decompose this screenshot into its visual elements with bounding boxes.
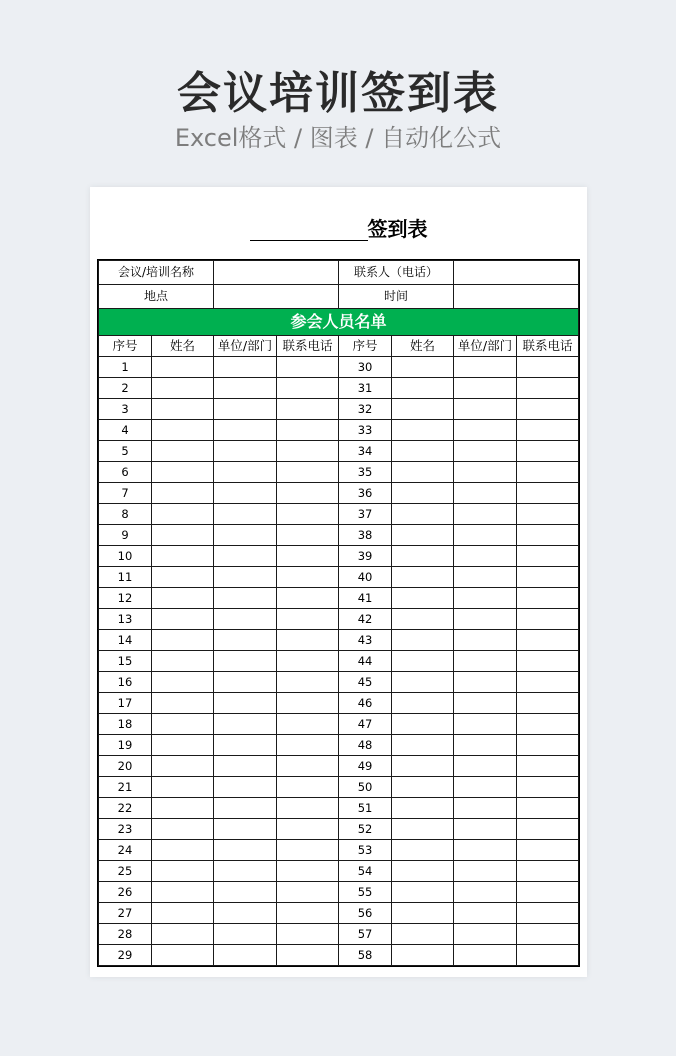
table-row [99,714,579,735]
phone-cell[interactable] [517,567,579,588]
table-row [99,483,579,504]
phone-cell[interactable] [277,945,339,966]
title-blank-line [250,240,368,241]
phone-cell[interactable] [517,630,579,651]
name-cell[interactable] [152,399,214,420]
row-number-cell: 27 [99,903,152,924]
location-label: 地点 [99,285,214,309]
row-number-cell: 13 [99,609,152,630]
row-number-cell: 40 [339,567,392,588]
row-number-cell: 54 [339,861,392,882]
phone-cell[interactable] [517,609,579,630]
phone-cell[interactable] [517,525,579,546]
table-row [99,840,579,861]
row-number-cell: 19 [99,735,152,756]
name-cell[interactable] [152,735,214,756]
phone-cell[interactable] [517,672,579,693]
column-header: 联系电话 [517,336,579,357]
row-number-cell: 21 [99,777,152,798]
table-row [99,420,579,441]
phone-cell[interactable] [277,630,339,651]
department-cell[interactable] [214,798,277,819]
phone-cell[interactable] [277,924,339,945]
phone-cell[interactable] [517,693,579,714]
row-number-cell: 44 [339,651,392,672]
name-cell[interactable] [152,714,214,735]
row-number-cell: 8 [99,504,152,525]
table-row [99,672,579,693]
name-cell[interactable] [392,924,454,945]
row-number-cell: 10 [99,546,152,567]
phone-cell[interactable] [277,777,339,798]
row-number-cell: 57 [339,924,392,945]
table-row [99,504,579,525]
table-row [99,903,579,924]
name-cell[interactable] [152,798,214,819]
department-cell[interactable] [214,357,277,378]
phone-cell[interactable] [517,945,579,966]
name-cell[interactable] [392,483,454,504]
row-number-cell: 25 [99,861,152,882]
department-cell[interactable] [214,504,277,525]
name-cell[interactable] [392,462,454,483]
time-field[interactable] [454,285,579,309]
phone-cell[interactable] [277,735,339,756]
department-cell[interactable] [214,945,277,966]
column-header: 序号 [99,336,152,357]
document-title-text: 签到表 [367,217,428,241]
column-header: 姓名 [152,336,214,357]
phone-cell[interactable] [517,462,579,483]
name-cell[interactable] [152,945,214,966]
row-number-cell: 41 [339,588,392,609]
table-row [99,798,579,819]
row-number-cell: 30 [339,357,392,378]
phone-cell[interactable] [277,462,339,483]
document-title [90,213,587,243]
table-row [99,693,579,714]
table-row [99,630,579,651]
name-cell[interactable] [392,819,454,840]
row-number-cell: 18 [99,714,152,735]
row-number-cell: 28 [99,924,152,945]
name-cell[interactable] [392,504,454,525]
name-cell[interactable] [152,378,214,399]
phone-cell[interactable] [517,819,579,840]
department-cell[interactable] [454,861,517,882]
row-number-cell: 48 [339,735,392,756]
table-row [99,945,579,966]
table-row [99,525,579,546]
department-cell[interactable] [454,714,517,735]
department-cell[interactable] [454,924,517,945]
table-row [99,378,579,399]
row-number-cell: 17 [99,693,152,714]
department-cell[interactable] [454,945,517,966]
row-number-cell: 39 [339,546,392,567]
meeting-name-label: 会议/培训名称 [99,261,214,285]
name-cell[interactable] [152,504,214,525]
department-cell[interactable] [454,609,517,630]
phone-cell[interactable] [277,441,339,462]
phone-cell[interactable] [277,903,339,924]
column-header: 单位/部门 [214,336,277,357]
name-cell[interactable] [392,777,454,798]
row-number-cell: 45 [339,672,392,693]
department-cell[interactable] [454,462,517,483]
row-number-cell: 4 [99,420,152,441]
department-cell[interactable] [454,819,517,840]
table-row [99,756,579,777]
department-cell[interactable] [214,735,277,756]
department-cell[interactable] [214,903,277,924]
department-cell[interactable] [454,588,517,609]
table-row [99,546,579,567]
table-row [99,651,579,672]
row-number-cell: 52 [339,819,392,840]
department-cell[interactable] [454,378,517,399]
row-number-cell: 42 [339,609,392,630]
row-number-cell: 3 [99,399,152,420]
name-cell[interactable] [152,672,214,693]
department-cell[interactable] [214,882,277,903]
table-row [99,357,579,378]
department-cell[interactable] [214,462,277,483]
table-row [99,462,579,483]
attendee-list-banner-row [99,309,579,336]
name-cell[interactable] [392,798,454,819]
phone-cell[interactable] [517,798,579,819]
name-cell[interactable] [152,756,214,777]
row-number-cell: 55 [339,882,392,903]
row-number-cell: 11 [99,567,152,588]
table-row [99,882,579,903]
phone-cell[interactable] [277,567,339,588]
phone-cell[interactable] [517,357,579,378]
name-cell[interactable] [152,483,214,504]
department-cell[interactable] [454,882,517,903]
name-cell[interactable] [152,819,214,840]
name-cell[interactable] [152,693,214,714]
page-subtitle: Excel格式 / 图表 / 自动化公式 [174,124,502,152]
name-cell[interactable] [152,777,214,798]
row-number-cell: 53 [339,840,392,861]
table-row [99,924,579,945]
row-number-cell: 38 [339,525,392,546]
name-cell[interactable] [392,861,454,882]
phone-cell[interactable] [277,378,339,399]
row-number-cell: 43 [339,630,392,651]
name-cell[interactable] [152,840,214,861]
name-cell[interactable] [392,525,454,546]
column-header: 序号 [339,336,392,357]
department-cell[interactable] [454,735,517,756]
department-cell[interactable] [214,399,277,420]
sign-in-sheet [90,187,587,977]
info-row-meeting [99,261,579,285]
phone-cell[interactable] [517,903,579,924]
department-cell[interactable] [214,756,277,777]
department-cell[interactable] [454,840,517,861]
name-cell[interactable] [392,546,454,567]
department-cell[interactable] [214,588,277,609]
name-cell[interactable] [152,861,214,882]
phone-cell[interactable] [277,693,339,714]
row-number-cell: 51 [339,798,392,819]
phone-cell[interactable] [277,504,339,525]
department-cell[interactable] [454,441,517,462]
name-cell[interactable] [392,378,454,399]
name-cell[interactable] [392,630,454,651]
phone-cell[interactable] [517,861,579,882]
name-cell[interactable] [392,567,454,588]
phone-cell[interactable] [277,882,339,903]
phone-cell[interactable] [277,651,339,672]
name-cell[interactable] [152,441,214,462]
phone-cell[interactable] [277,609,339,630]
phone-cell[interactable] [517,735,579,756]
phone-cell[interactable] [517,924,579,945]
row-number-cell: 58 [339,945,392,966]
department-cell[interactable] [454,504,517,525]
name-cell[interactable] [392,714,454,735]
name-cell[interactable] [392,903,454,924]
name-cell[interactable] [392,609,454,630]
row-number-cell: 49 [339,756,392,777]
column-header-row [99,336,579,357]
table-row [99,735,579,756]
phone-cell[interactable] [277,819,339,840]
name-cell[interactable] [392,945,454,966]
phone-cell[interactable] [277,399,339,420]
phone-cell[interactable] [277,525,339,546]
department-cell[interactable] [454,693,517,714]
name-cell[interactable] [392,735,454,756]
row-number-cell: 9 [99,525,152,546]
department-cell[interactable] [214,525,277,546]
department-cell[interactable] [214,609,277,630]
name-cell[interactable] [392,756,454,777]
row-number-cell: 50 [339,777,392,798]
row-number-cell: 5 [99,441,152,462]
name-cell[interactable] [152,903,214,924]
row-number-cell: 20 [99,756,152,777]
department-cell[interactable] [214,861,277,882]
name-cell[interactable] [392,588,454,609]
row-number-cell: 35 [339,462,392,483]
phone-cell[interactable] [517,651,579,672]
phone-cell[interactable] [517,483,579,504]
name-cell[interactable] [152,609,214,630]
department-cell[interactable] [214,924,277,945]
column-header: 单位/部门 [454,336,517,357]
row-number-cell: 16 [99,672,152,693]
contact-field[interactable] [454,261,579,285]
department-cell[interactable] [214,777,277,798]
phone-cell[interactable] [277,588,339,609]
row-number-cell: 34 [339,441,392,462]
name-cell[interactable] [152,420,214,441]
row-number-cell: 2 [99,378,152,399]
department-cell[interactable] [214,483,277,504]
table-row [99,819,579,840]
phone-cell[interactable] [517,441,579,462]
row-number-cell: 56 [339,903,392,924]
meeting-name-field[interactable] [214,261,339,285]
row-number-cell: 26 [99,882,152,903]
table-row [99,567,579,588]
phone-cell[interactable] [517,504,579,525]
contact-label: 联系人（电话） [339,261,454,285]
department-cell[interactable] [214,714,277,735]
department-cell[interactable] [214,567,277,588]
department-cell[interactable] [454,798,517,819]
phone-cell[interactable] [517,882,579,903]
phone-cell[interactable] [517,714,579,735]
table-row [99,441,579,462]
name-cell[interactable] [152,462,214,483]
department-cell[interactable] [214,651,277,672]
department-cell[interactable] [454,777,517,798]
name-cell[interactable] [152,546,214,567]
attendee-list-banner: 参会人员名单 [99,309,579,336]
department-cell[interactable] [454,420,517,441]
info-row-location [99,285,579,309]
department-cell[interactable] [454,651,517,672]
department-cell[interactable] [214,441,277,462]
department-cell[interactable] [214,630,277,651]
row-number-cell: 46 [339,693,392,714]
name-cell[interactable] [392,420,454,441]
department-cell[interactable] [214,546,277,567]
name-cell[interactable] [392,441,454,462]
phone-cell[interactable] [517,777,579,798]
column-header: 姓名 [392,336,454,357]
department-cell[interactable] [454,357,517,378]
name-cell[interactable] [392,693,454,714]
phone-cell[interactable] [277,546,339,567]
phone-cell[interactable] [277,672,339,693]
name-cell[interactable] [152,882,214,903]
row-number-cell: 31 [339,378,392,399]
row-number-cell: 36 [339,483,392,504]
name-cell[interactable] [152,357,214,378]
name-cell[interactable] [152,525,214,546]
row-number-cell: 23 [99,819,152,840]
phone-cell[interactable] [517,378,579,399]
phone-cell[interactable] [277,840,339,861]
phone-cell[interactable] [517,399,579,420]
name-cell[interactable] [152,651,214,672]
phone-cell[interactable] [277,798,339,819]
department-cell[interactable] [454,567,517,588]
department-cell[interactable] [454,672,517,693]
page-title: 会议培训签到表 [177,68,499,119]
table-row [99,588,579,609]
phone-cell[interactable] [517,840,579,861]
row-number-cell: 37 [339,504,392,525]
department-cell[interactable] [454,903,517,924]
table-row [99,609,579,630]
department-cell[interactable] [214,840,277,861]
department-cell[interactable] [454,756,517,777]
department-cell[interactable] [214,819,277,840]
row-number-cell: 15 [99,651,152,672]
name-cell[interactable] [392,840,454,861]
department-cell[interactable] [454,525,517,546]
department-cell[interactable] [214,378,277,399]
phone-cell[interactable] [517,756,579,777]
row-number-cell: 32 [339,399,392,420]
row-number-cell: 6 [99,462,152,483]
name-cell[interactable] [392,651,454,672]
name-cell[interactable] [392,357,454,378]
name-cell[interactable] [392,882,454,903]
table-row [99,777,579,798]
phone-cell[interactable] [277,483,339,504]
table-row [99,399,579,420]
column-header: 联系电话 [277,336,339,357]
phone-cell[interactable] [277,357,339,378]
department-cell[interactable] [214,420,277,441]
phone-cell[interactable] [277,861,339,882]
phone-cell[interactable] [517,588,579,609]
department-cell[interactable] [454,546,517,567]
phone-cell[interactable] [277,420,339,441]
row-number-cell: 29 [99,945,152,966]
row-number-cell: 12 [99,588,152,609]
department-cell[interactable] [214,693,277,714]
phone-cell[interactable] [517,420,579,441]
phone-cell[interactable] [277,756,339,777]
name-cell[interactable] [152,567,214,588]
row-number-cell: 22 [99,798,152,819]
name-cell[interactable] [152,924,214,945]
phone-cell[interactable] [277,714,339,735]
row-number-cell: 33 [339,420,392,441]
row-number-cell: 7 [99,483,152,504]
department-cell[interactable] [454,399,517,420]
table-row [99,861,579,882]
name-cell[interactable] [152,588,214,609]
row-number-cell: 24 [99,840,152,861]
name-cell[interactable] [152,630,214,651]
row-number-cell: 1 [99,357,152,378]
time-label: 时间 [339,285,454,309]
name-cell[interactable] [392,672,454,693]
phone-cell[interactable] [517,546,579,567]
name-cell[interactable] [392,399,454,420]
row-number-cell: 14 [99,630,152,651]
department-cell[interactable] [454,483,517,504]
department-cell[interactable] [454,630,517,651]
department-cell[interactable] [214,672,277,693]
location-field[interactable] [214,285,339,309]
attendance-table [98,260,579,966]
row-number-cell: 47 [339,714,392,735]
